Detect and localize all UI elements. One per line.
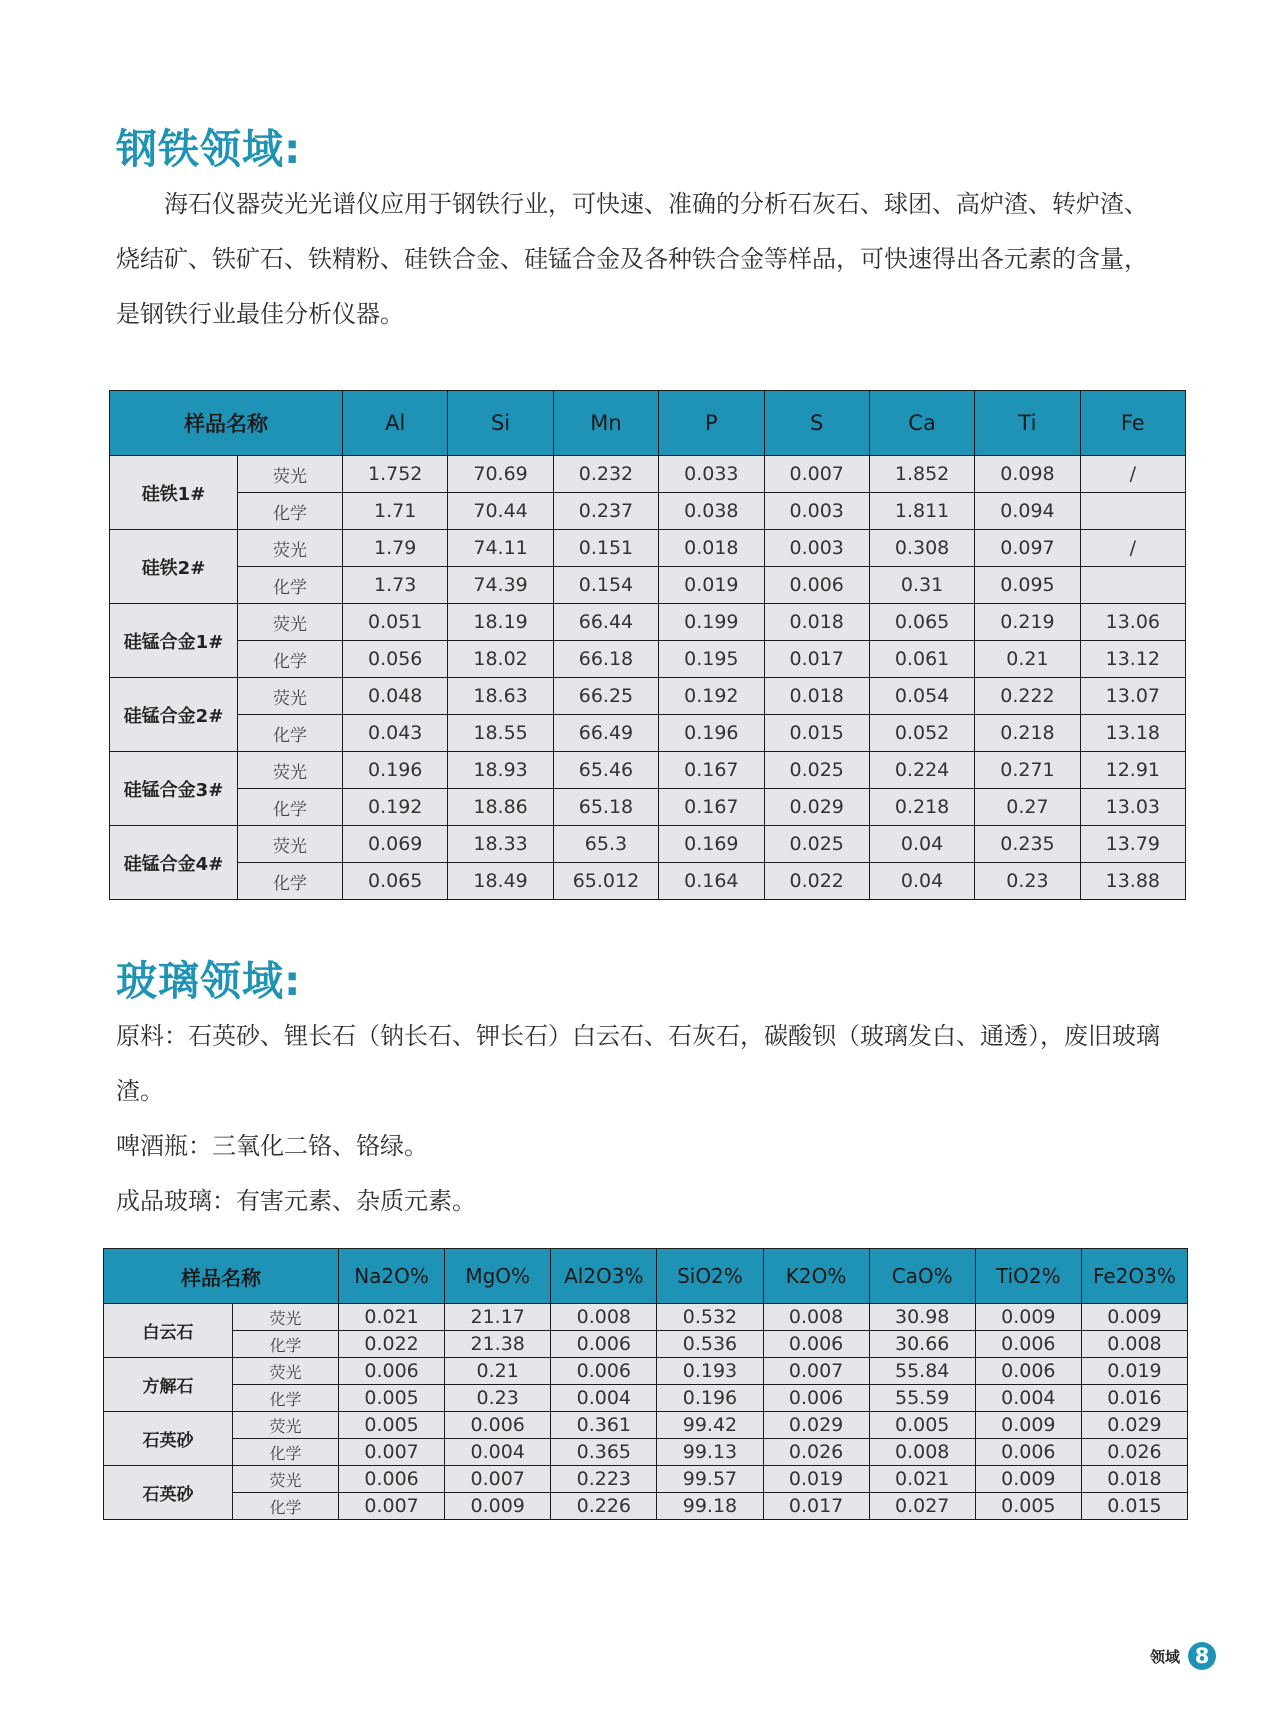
header-column: Al2O3% [551, 1249, 657, 1304]
method-cell: 化学 [233, 1385, 339, 1412]
value-cell: 0.009 [445, 1493, 551, 1520]
value-cell: 0.008 [551, 1304, 657, 1331]
table-row [110, 826, 1186, 863]
value-cell: 0.029 [1081, 1412, 1187, 1439]
value-cell: 21.38 [445, 1331, 551, 1358]
method-cell: 化学 [238, 493, 343, 530]
value-cell: 0.016 [1081, 1385, 1187, 1412]
method-cell: 荧光 [238, 826, 343, 863]
value-cell: 0.056 [343, 641, 448, 678]
value-cell: 0.006 [975, 1439, 1081, 1466]
value-cell: 13.07 [1080, 678, 1185, 715]
value-cell: 0.048 [343, 678, 448, 715]
value-cell: 0.019 [1081, 1358, 1187, 1385]
value-cell: 0.006 [445, 1412, 551, 1439]
value-cell: 0.224 [869, 752, 974, 789]
value-cell: 0.192 [659, 678, 764, 715]
value-cell: 0.007 [763, 1358, 869, 1385]
value-cell [1080, 493, 1185, 530]
header-column: Al [343, 391, 448, 456]
table-row [110, 863, 1186, 900]
header-column: Mn [553, 391, 658, 456]
table-row [104, 1358, 1188, 1385]
value-cell: 99.42 [657, 1412, 763, 1439]
value-cell: 65.46 [553, 752, 658, 789]
header-column: Ti [975, 391, 1080, 456]
value-cell: 0.008 [869, 1439, 975, 1466]
header-column: Si [448, 391, 553, 456]
value-cell: 0.003 [764, 530, 869, 567]
value-cell: 70.69 [448, 456, 553, 493]
value-cell: 0.019 [659, 567, 764, 604]
value-cell: 0.008 [1081, 1331, 1187, 1358]
value-cell: 0.199 [659, 604, 764, 641]
value-cell: 13.06 [1080, 604, 1185, 641]
value-cell: 13.79 [1080, 826, 1185, 863]
glass-table-header [104, 1249, 1188, 1304]
value-cell: 0.21 [445, 1358, 551, 1385]
value-cell: 12.91 [1080, 752, 1185, 789]
sample-name-cell: 白云石 [104, 1304, 233, 1358]
value-cell: 0.007 [445, 1466, 551, 1493]
value-cell: 0.018 [764, 604, 869, 641]
header-column: Fe2O3% [1081, 1249, 1187, 1304]
value-cell: 18.55 [448, 715, 553, 752]
value-cell: 0.007 [764, 456, 869, 493]
value-cell: 0.026 [763, 1439, 869, 1466]
method-cell: 化学 [233, 1331, 339, 1358]
value-cell: 0.308 [869, 530, 974, 567]
value-cell: 0.018 [659, 530, 764, 567]
table-row [110, 678, 1186, 715]
glass-raw-materials: 原料：石英砂、锂长石（钠长石、钾长石）白云石、石灰石，碳酸钡（玻璃发白、通透），废旧玻璃渣。 [116, 1022, 1160, 1105]
value-cell: 18.33 [448, 826, 553, 863]
value-cell: 0.065 [869, 604, 974, 641]
value-cell: 0.022 [764, 863, 869, 900]
page-number-badge: 8 [1188, 1642, 1216, 1670]
value-cell: 0.018 [764, 678, 869, 715]
value-cell: 0.025 [764, 826, 869, 863]
header-column: TiO2% [975, 1249, 1081, 1304]
value-cell: 0.006 [551, 1331, 657, 1358]
value-cell: 0.004 [551, 1385, 657, 1412]
method-cell: 荧光 [238, 456, 343, 493]
header-column: CaO% [869, 1249, 975, 1304]
value-cell: 0.151 [553, 530, 658, 567]
value-cell: 70.44 [448, 493, 553, 530]
value-cell [1080, 567, 1185, 604]
value-cell: 0.223 [551, 1466, 657, 1493]
value-cell: 13.18 [1080, 715, 1185, 752]
value-cell: 1.71 [343, 493, 448, 530]
value-cell: 0.167 [659, 752, 764, 789]
value-cell: 0.003 [764, 493, 869, 530]
method-cell: 荧光 [233, 1304, 339, 1331]
value-cell: 0.005 [975, 1493, 1081, 1520]
header-column: MgO% [445, 1249, 551, 1304]
value-cell: 0.025 [764, 752, 869, 789]
table-row [110, 641, 1186, 678]
table-row [104, 1331, 1188, 1358]
value-cell: 0.094 [975, 493, 1080, 530]
value-cell: 0.098 [975, 456, 1080, 493]
value-cell: 0.237 [553, 493, 658, 530]
value-cell: 0.21 [975, 641, 1080, 678]
value-cell: 0.009 [975, 1304, 1081, 1331]
glass-results-table [103, 1248, 1188, 1520]
steel-table-body [110, 456, 1186, 900]
value-cell: 0.029 [764, 789, 869, 826]
value-cell: 0.361 [551, 1412, 657, 1439]
table-row [104, 1493, 1188, 1520]
value-cell: 0.019 [763, 1466, 869, 1493]
header-column: Ca [869, 391, 974, 456]
value-cell: 0.218 [869, 789, 974, 826]
value-cell: 0.196 [343, 752, 448, 789]
method-cell: 荧光 [238, 752, 343, 789]
method-cell: 荧光 [233, 1412, 339, 1439]
value-cell: 0.218 [975, 715, 1080, 752]
value-cell: 0.051 [343, 604, 448, 641]
value-cell: 18.63 [448, 678, 553, 715]
method-cell: 荧光 [238, 678, 343, 715]
value-cell: 0.006 [339, 1358, 445, 1385]
value-cell: 0.006 [975, 1331, 1081, 1358]
value-cell: 0.018 [1081, 1466, 1187, 1493]
value-cell: 0.31 [869, 567, 974, 604]
value-cell: 66.25 [553, 678, 658, 715]
value-cell: 1.79 [343, 530, 448, 567]
value-cell: 0.017 [763, 1493, 869, 1520]
value-cell: 65.18 [553, 789, 658, 826]
value-cell: 0.532 [657, 1304, 763, 1331]
value-cell: 55.59 [869, 1385, 975, 1412]
sample-name-cell: 硅铁1# [110, 456, 238, 530]
method-cell: 荧光 [238, 530, 343, 567]
method-cell: 化学 [233, 1439, 339, 1466]
value-cell: 0.192 [343, 789, 448, 826]
value-cell: / [1080, 530, 1185, 567]
value-cell: 0.008 [763, 1304, 869, 1331]
value-cell: 0.23 [445, 1385, 551, 1412]
value-cell: 1.811 [869, 493, 974, 530]
table-row [110, 530, 1186, 567]
value-cell: 0.038 [659, 493, 764, 530]
header-column: K2O% [763, 1249, 869, 1304]
value-cell: 0.195 [659, 641, 764, 678]
value-cell: 0.007 [339, 1439, 445, 1466]
steel-table-header [110, 391, 1186, 456]
method-cell: 化学 [238, 567, 343, 604]
value-cell: 18.86 [448, 789, 553, 826]
glass-section-heading: 玻璃领域: [116, 957, 302, 1005]
value-cell: 66.44 [553, 604, 658, 641]
value-cell: 0.026 [1081, 1439, 1187, 1466]
value-cell: 0.006 [551, 1358, 657, 1385]
table-row [110, 456, 1186, 493]
value-cell: 0.005 [869, 1412, 975, 1439]
table-row [110, 493, 1186, 530]
value-cell: 0.009 [1081, 1304, 1187, 1331]
table-row [110, 752, 1186, 789]
value-cell: 0.065 [343, 863, 448, 900]
value-cell: 0.536 [657, 1331, 763, 1358]
header-column: Fe [1080, 391, 1185, 456]
value-cell: 18.02 [448, 641, 553, 678]
sample-name-cell: 硅铁2# [110, 530, 238, 604]
value-cell: 1.73 [343, 567, 448, 604]
method-cell: 化学 [238, 863, 343, 900]
value-cell: 30.98 [869, 1304, 975, 1331]
header-column: SiO2% [657, 1249, 763, 1304]
value-cell: 99.57 [657, 1466, 763, 1493]
steel-description: 海石仪器荧光光谱仪应用于钢铁行业，可快速、准确的分析石灰石、球团、高炉渣、转炉渣、烧结矿、铁矿石、铁精粉、硅铁合金、硅锰合金及各种铁合金等样品，可快速得出各元素的含量，是钢铁行业最佳分析仪器。 [116, 190, 1148, 328]
value-cell: 0.226 [551, 1493, 657, 1520]
value-cell: 0.222 [975, 678, 1080, 715]
value-cell: 0.04 [869, 826, 974, 863]
value-cell: 0.009 [975, 1466, 1081, 1493]
value-cell: 0.021 [339, 1304, 445, 1331]
value-cell: 0.232 [553, 456, 658, 493]
value-cell: 0.006 [975, 1358, 1081, 1385]
sample-name-cell: 石英砂 [104, 1412, 233, 1466]
sample-name-cell: 硅锰合金2# [110, 678, 238, 752]
table-row [104, 1304, 1188, 1331]
value-cell: 0.167 [659, 789, 764, 826]
steel-results-table [109, 390, 1186, 900]
value-cell: 0.005 [339, 1412, 445, 1439]
value-cell: 0.015 [1081, 1493, 1187, 1520]
value-cell: 0.04 [869, 863, 974, 900]
glass-finished: 成品玻璃：有害元素、杂质元素。 [116, 1187, 476, 1215]
value-cell: 0.196 [657, 1385, 763, 1412]
value-cell: 0.164 [659, 863, 764, 900]
value-cell: 65.3 [553, 826, 658, 863]
value-cell: 65.012 [553, 863, 658, 900]
steel-section-heading: 钢铁领域: [116, 125, 302, 173]
value-cell: 0.029 [763, 1412, 869, 1439]
sample-name-cell: 硅锰合金4# [110, 826, 238, 900]
glass-beer-bottle: 啤酒瓶：三氧化二铬、铬绿。 [116, 1132, 428, 1160]
value-cell: 55.84 [869, 1358, 975, 1385]
method-cell: 荧光 [233, 1358, 339, 1385]
value-cell: 0.365 [551, 1439, 657, 1466]
method-cell: 化学 [238, 715, 343, 752]
glass-table-body [104, 1304, 1188, 1520]
value-cell: 0.006 [763, 1385, 869, 1412]
value-cell: 0.021 [869, 1466, 975, 1493]
value-cell: 74.39 [448, 567, 553, 604]
value-cell: 1.752 [343, 456, 448, 493]
value-cell: 0.097 [975, 530, 1080, 567]
value-cell: 0.052 [869, 715, 974, 752]
value-cell: 13.12 [1080, 641, 1185, 678]
value-cell: 0.196 [659, 715, 764, 752]
value-cell: 1.852 [869, 456, 974, 493]
method-cell: 荧光 [233, 1466, 339, 1493]
method-cell: 化学 [233, 1493, 339, 1520]
value-cell: 0.219 [975, 604, 1080, 641]
value-cell: 74.11 [448, 530, 553, 567]
sample-name-cell: 硅锰合金1# [110, 604, 238, 678]
table-row [110, 604, 1186, 641]
value-cell: 30.66 [869, 1331, 975, 1358]
value-cell: 18.93 [448, 752, 553, 789]
value-cell: 0.069 [343, 826, 448, 863]
value-cell: 21.17 [445, 1304, 551, 1331]
value-cell: 0.009 [975, 1412, 1081, 1439]
value-cell: 0.006 [764, 567, 869, 604]
value-cell: 0.007 [339, 1493, 445, 1520]
header-sample-name: 样品名称 [104, 1249, 339, 1304]
method-cell: 荧光 [238, 604, 343, 641]
value-cell: 0.022 [339, 1331, 445, 1358]
value-cell: 13.88 [1080, 863, 1185, 900]
value-cell: 66.18 [553, 641, 658, 678]
value-cell: 0.095 [975, 567, 1080, 604]
value-cell: 0.033 [659, 456, 764, 493]
value-cell: 0.061 [869, 641, 974, 678]
footer-section-label: 领域 [1149, 1647, 1180, 1666]
value-cell: 0.193 [657, 1358, 763, 1385]
value-cell: 18.49 [448, 863, 553, 900]
value-cell: 0.235 [975, 826, 1080, 863]
value-cell: 18.19 [448, 604, 553, 641]
table-row [104, 1439, 1188, 1466]
sample-name-cell: 硅锰合金3# [110, 752, 238, 826]
table-row [104, 1385, 1188, 1412]
value-cell: 0.169 [659, 826, 764, 863]
header-sample-name: 样品名称 [110, 391, 343, 456]
sample-name-cell: 方解石 [104, 1358, 233, 1412]
value-cell: 13.03 [1080, 789, 1185, 826]
table-row [104, 1466, 1188, 1493]
sample-name-cell: 石英砂 [104, 1466, 233, 1520]
value-cell: 0.017 [764, 641, 869, 678]
value-cell: 0.006 [339, 1466, 445, 1493]
method-cell: 化学 [238, 789, 343, 826]
table-row [110, 789, 1186, 826]
table-row [110, 567, 1186, 604]
value-cell: 0.27 [975, 789, 1080, 826]
page-footer [1150, 1642, 1216, 1670]
value-cell: 0.006 [763, 1331, 869, 1358]
value-cell: 0.005 [339, 1385, 445, 1412]
value-cell: 0.015 [764, 715, 869, 752]
header-column: S [764, 391, 869, 456]
value-cell: 99.13 [657, 1439, 763, 1466]
value-cell: 0.23 [975, 863, 1080, 900]
value-cell: 0.004 [445, 1439, 551, 1466]
value-cell: / [1080, 456, 1185, 493]
value-cell: 0.004 [975, 1385, 1081, 1412]
table-row [110, 715, 1186, 752]
header-column: Na2O% [339, 1249, 445, 1304]
header-column: P [659, 391, 764, 456]
value-cell: 0.154 [553, 567, 658, 604]
value-cell: 0.054 [869, 678, 974, 715]
table-row [104, 1412, 1188, 1439]
value-cell: 0.271 [975, 752, 1080, 789]
value-cell: 99.18 [657, 1493, 763, 1520]
method-cell: 化学 [238, 641, 343, 678]
value-cell: 0.027 [869, 1493, 975, 1520]
value-cell: 0.043 [343, 715, 448, 752]
value-cell: 66.49 [553, 715, 658, 752]
